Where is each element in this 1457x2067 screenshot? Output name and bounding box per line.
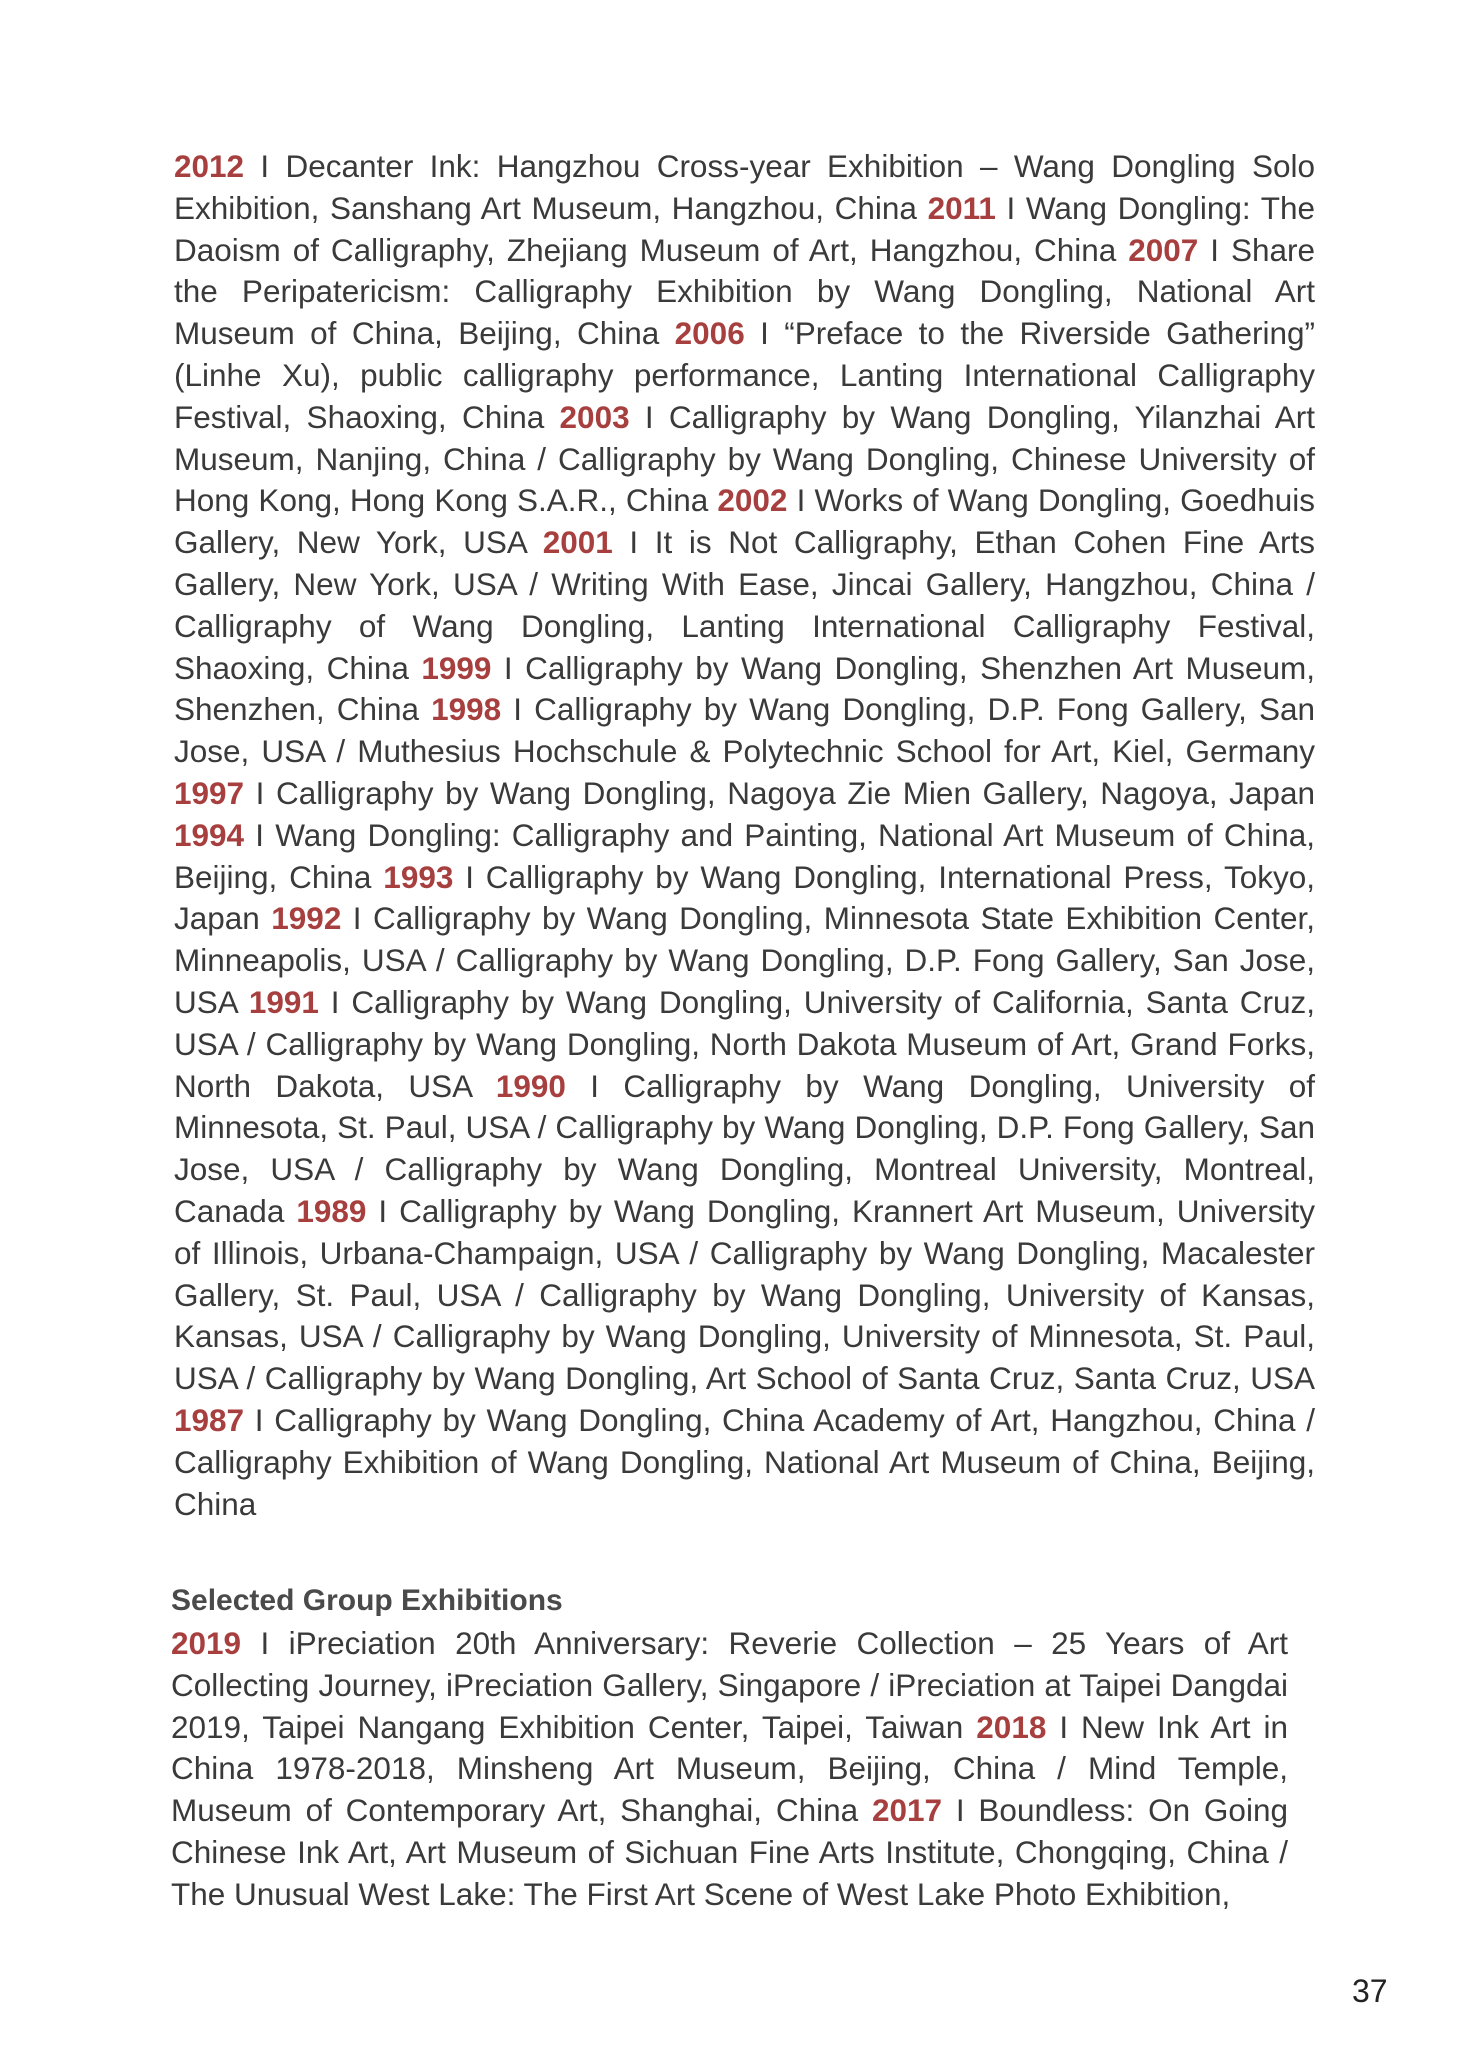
exhibition-text: I Share the Peripatericism: Calligraphy Exhibition by Wang Dongling, National Art Museum of China, Beijing, China — [174, 231, 1316, 352]
exhibition-text: I Calligraphy by Wang Dongling, Krannert Art Museum, University of Illinois, Urbana-Champaign, USA / Calligraphy by Wang Dongling, Macalester Gallery, St. Paul, USA / Calligraphy by Wang Dongling, University of Kansas, Kansas, USA / Calligraphy by Wang Dongling, University of Minnesota, St. Paul, USA / Calligraphy by Wang Dongling, Art School of Santa Cruz, Santa Cruz, USA — [174, 1192, 1315, 1397]
exhibition-year: 1997 — [174, 774, 245, 811]
exhibition-entry — [174, 1193, 1315, 1396]
exhibition-year: 1993 — [383, 858, 454, 895]
exhibition-year: 2017 — [871, 1792, 943, 1829]
exhibition-year: 1989 — [296, 1192, 367, 1229]
exhibition-text: I Boundless: On Going Chinese Ink Art, Art Museum of Sichuan Fine Arts Institute, Chongqing, China / The Unusual West Lake: The First Art Scene of West Lake Photo Exhibition, — [171, 1792, 1288, 1912]
exhibition-text: I Decanter Ink: Hangzhou Cross-year Exhibition – Wang Dongling Solo Exhibition, Sanshang Art Museum, Hangzhou, China — [174, 148, 1315, 226]
exhibition-text: I Works of Wang Dongling, Goedhuis Gallery, New York, USA — [174, 482, 1315, 561]
exhibition-text: I New Ink Art in China 1978-2018, Minsheng Art Museum, Beijing, China / Mind Temple, Museum of Contemporary Art, Shanghai, China — [171, 1708, 1288, 1829]
exhibition-year: 1999 — [421, 649, 492, 686]
exhibition-text: I It is Not Calligraphy, Ethan Cohen Fine Arts Gallery, New York, USA / Writing With Ease, Jincai Gallery, Hangzhou, China / Calligraphy of Wang Dongling, Lanting International Calligraphy Festival, Shaoxing, China — [174, 524, 1315, 686]
exhibition-year: 2019 — [171, 1625, 242, 1661]
exhibition-year: 1994 — [174, 816, 245, 853]
exhibition-text: I Calligraphy by Wang Dongling, University of Minnesota, St. Paul, USA / Calligraphy by Wang Dongling, D.P. Fong Gallery, San Jose, USA / Calligraphy by Wang Dongling, Montreal University, Montreal, Canada — [174, 1067, 1315, 1229]
exhibition-entry — [174, 775, 1315, 811]
exhibition-year: 1998 — [431, 691, 502, 728]
exhibition-text: I Wang Dongling: Calligraphy and Painting, National Art Museum of China, Beijing, China — [174, 816, 1315, 895]
exhibition-text: I Wang Dongling: The Daoism of Calligraphy, Zhejiang Museum of Art, Hangzhou, China — [174, 189, 1315, 268]
exhibition-text: I “Preface to the Riverside Gathering” (Linhe Xu), public calligraphy performance, Lanting International Calligraphy Festival, Shaoxing, China — [174, 315, 1315, 435]
exhibition-text: I Calligraphy by Wang Dongling, China Academy of Art, Hangzhou, China / Calligraphy Exhibition of Wang Dongling, National Art Museum of China, Beijing, China — [174, 1401, 1315, 1522]
exhibition-year: 1991 — [248, 983, 319, 1020]
exhibition-text: I iPreciation 20th Anniversary: Reverie Collection – 25 Years of Art Collecting Journey, iPreciation Gallery, Singapore / iPreciation at Taipei Dangdai 2019, Taipei Nangang Exhibition Center, Taipei, Taiwan — [171, 1625, 1288, 1745]
exhibition-text: I Calligraphy by Wang Dongling, D.P. Fong Gallery, San Jose, USA / Muthesius Hochschule & Polytechnic School for Art, Kiel, Germany — [174, 691, 1316, 770]
exhibition-year: 2018 — [976, 1708, 1047, 1745]
exhibition-year: 1992 — [271, 900, 342, 937]
exhibition-entry — [174, 1402, 1315, 1522]
exhibition-text: I Calligraphy by Wang Dongling, Minnesota State Exhibition Center, Minneapolis, USA / Calligraphy by Wang Dongling, D.P. Fong Gallery, San Jose, USA — [174, 900, 1316, 1020]
exhibition-text: I Calligraphy by Wang Dongling, Shenzhen Art Museum, Shenzhen, China — [174, 649, 1315, 728]
exhibition-year: 2001 — [542, 524, 613, 561]
section-heading-group-exhibitions: Selected Group Exhibitions — [171, 1584, 563, 1617]
exhibition-year: 2002 — [717, 482, 788, 519]
exhibition-text: I Calligraphy by Wang Dongling, International Press, Tokyo, Japan — [174, 858, 1315, 937]
exhibition-year: 1990 — [495, 1067, 566, 1104]
page-number: 37 — [1352, 1973, 1388, 2009]
exhibition-year: 2012 — [174, 148, 245, 184]
exhibition-year: 2003 — [559, 398, 630, 435]
exhibition-text: I Calligraphy by Wang Dongling, University of California, Santa Cruz, USA / Calligraphy by Wang Dongling, North Dakota Museum of Art, Grand Forks, North Dakota, USA — [174, 983, 1315, 1104]
exhibition-year: 2006 — [674, 315, 745, 352]
exhibition-year: 2011 — [927, 189, 996, 226]
exhibition-text: I Calligraphy by Wang Dongling, Yilanzhai Art Museum, Nanjing, China / Calligraphy by Wang Dongling, Chinese University of Hong Kong, Hong Kong S.A.R., China — [174, 398, 1315, 519]
solo-exhibitions-paragraph — [174, 146, 1315, 1525]
group-exhibitions-paragraph — [171, 1623, 1288, 1916]
exhibition-year: 1987 — [174, 1401, 245, 1438]
exhibition-text: I Calligraphy by Wang Dongling, Nagoya Zie Mien Gallery, Nagoya, Japan — [244, 774, 1315, 811]
exhibition-year: 2007 — [1128, 231, 1199, 268]
